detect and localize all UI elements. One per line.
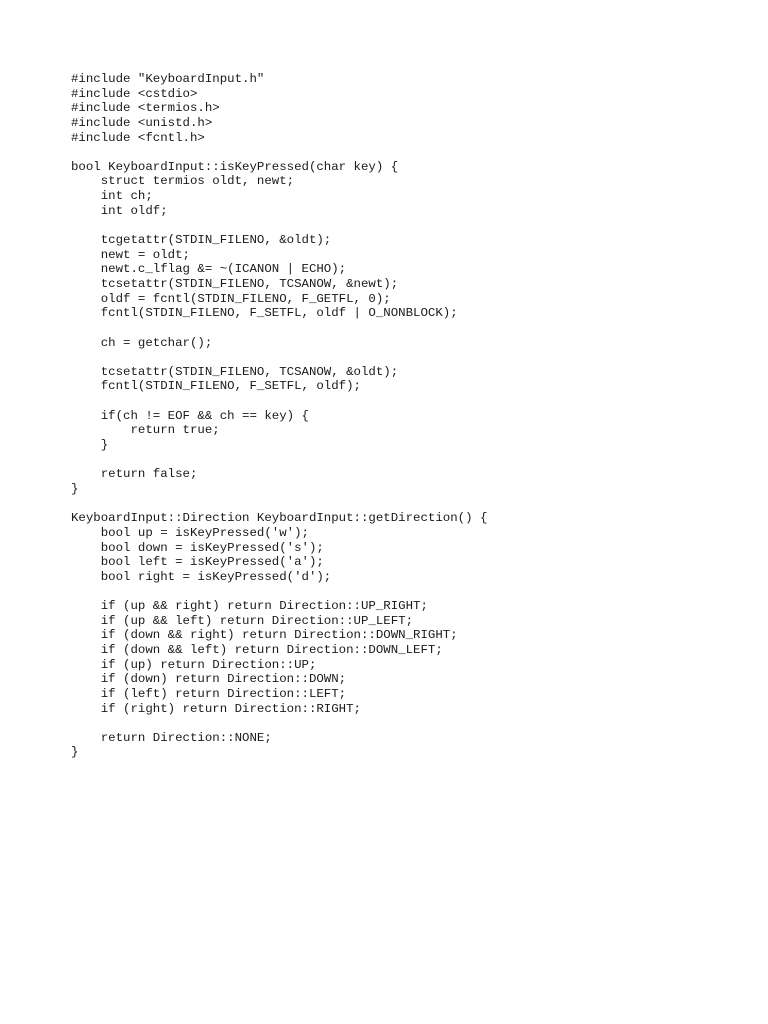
code-line: tcsetattr(STDIN_FILENO, TCSANOW, &oldt); bbox=[71, 364, 399, 379]
code-line: return Direction::NONE; bbox=[71, 730, 272, 745]
code-line: KeyboardInput::Direction KeyboardInput::getDirection() { bbox=[71, 511, 488, 526]
code-line: oldf = fcntl(STDIN_FILENO, F_GETFL, 0); bbox=[71, 291, 391, 306]
code-line: tcsetattr(STDIN_FILENO, TCSANOW, &newt); bbox=[71, 276, 399, 291]
code-line bbox=[71, 716, 487, 731]
code-line: #include <fcntl.h> bbox=[71, 130, 205, 145]
code-line: } bbox=[71, 481, 79, 496]
code-line: newt.c_lflag &= ~(ICANON | ECHO); bbox=[71, 262, 347, 277]
code-line: return true; bbox=[71, 423, 220, 438]
code-line: if (down && left) return Direction::DOWN_LEFT; bbox=[71, 642, 443, 657]
code-line: #include <termios.h> bbox=[71, 101, 220, 116]
code-line: bool up = isKeyPressed('w'); bbox=[71, 525, 309, 540]
code-line: return false; bbox=[71, 467, 198, 482]
code-line bbox=[71, 453, 487, 468]
code-line: ch = getchar(); bbox=[71, 335, 213, 350]
code-line: if (up && right) return Direction::UP_RIGHT; bbox=[71, 599, 428, 614]
code-line bbox=[71, 321, 487, 336]
code-line: if (right) return Direction::RIGHT; bbox=[71, 701, 361, 716]
code-line bbox=[71, 218, 487, 233]
code-line: fcntl(STDIN_FILENO, F_SETFL, oldf); bbox=[71, 379, 361, 394]
code-line: if (left) return Direction::LEFT; bbox=[71, 686, 347, 701]
code-line: if (up && left) return Direction::UP_LEFT; bbox=[71, 613, 414, 628]
code-line bbox=[71, 145, 487, 160]
code-line: struct termios oldt, newt; bbox=[71, 174, 295, 189]
code-line: } bbox=[71, 745, 79, 760]
code-line: fcntl(STDIN_FILENO, F_SETFL, oldf | O_NONBLOCK); bbox=[71, 306, 458, 321]
code-line bbox=[71, 350, 487, 365]
code-line bbox=[71, 394, 487, 409]
code-line: bool down = isKeyPressed('s'); bbox=[71, 540, 324, 555]
code-line: if (up) return Direction::UP; bbox=[71, 657, 317, 672]
code-line: #include "KeyboardInput.h" bbox=[71, 72, 265, 86]
code-line: if (down && right) return Direction::DOWN_RIGHT; bbox=[71, 628, 458, 643]
code-line: bool right = isKeyPressed('d'); bbox=[71, 569, 332, 584]
code-line: tcgetattr(STDIN_FILENO, &oldt); bbox=[71, 233, 332, 248]
code-line: if(ch != EOF && ch == key) { bbox=[71, 408, 309, 423]
code-line bbox=[71, 584, 487, 599]
code-line: } bbox=[71, 438, 109, 453]
code-line: bool left = isKeyPressed('a'); bbox=[71, 555, 324, 570]
code-line: if (down) return Direction::DOWN; bbox=[71, 672, 347, 687]
code-line: int oldf; bbox=[71, 203, 168, 218]
code-line: bool KeyboardInput::isKeyPressed(char key) { bbox=[71, 159, 399, 174]
code-block bbox=[71, 72, 487, 760]
code-line: #include <cstdio> bbox=[71, 86, 198, 101]
code-line: newt = oldt; bbox=[71, 247, 190, 262]
code-line bbox=[71, 497, 487, 512]
code-line: #include <unistd.h> bbox=[71, 115, 213, 130]
code-line: int ch; bbox=[71, 189, 153, 204]
